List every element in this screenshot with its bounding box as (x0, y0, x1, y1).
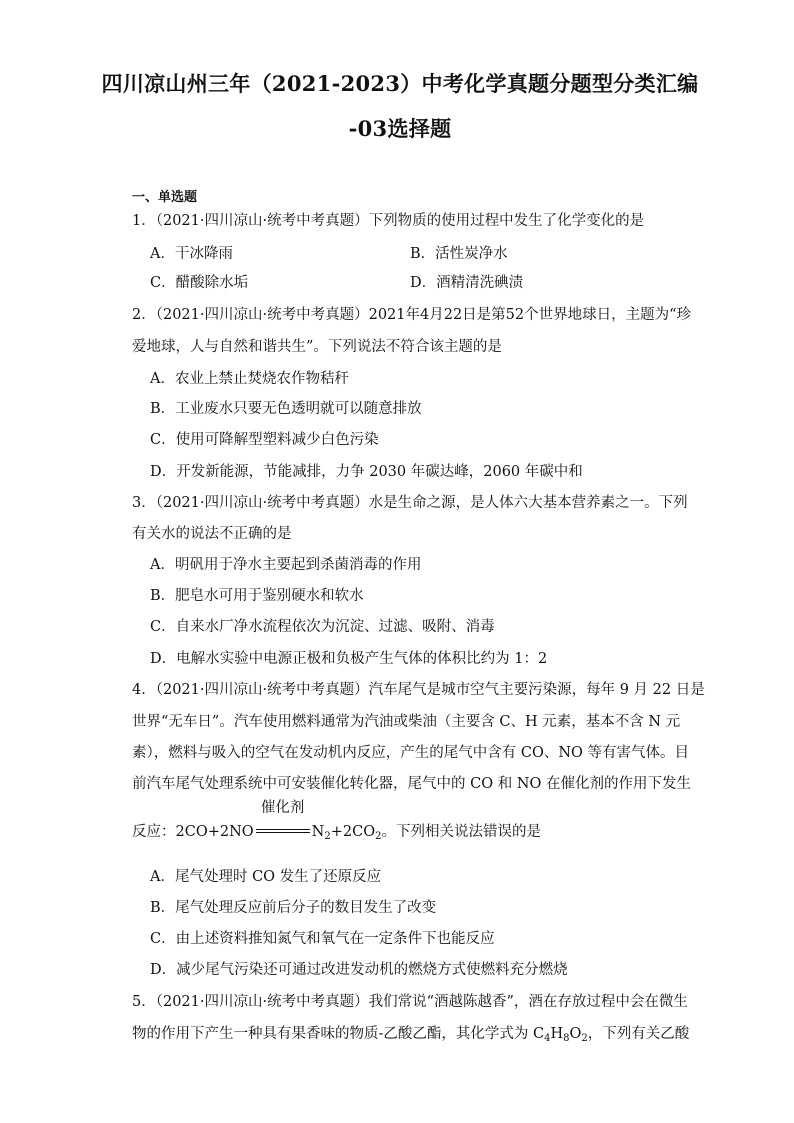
question-4-option-c: C．由上述资料推知氮气和氧气在一定条件下也能反应 (150, 931, 495, 947)
question-4-option-d: D．减少尾气污染还可通过改进发动机的燃烧方式使燃料充分燃烧 (150, 962, 568, 978)
question-2-stem-line1: 2．（2021·四川凉山·统考中考真题）2021年4月22日是第52个世界地球日，主题为“珍 (132, 307, 692, 323)
question-2-option-c: C．使用可降解型塑料减少白色污染 (150, 432, 379, 448)
equation-subscript: 2 (375, 831, 382, 842)
question-1-option-c: C．醋酸除水垢 (150, 275, 249, 291)
formula-subscript: 8 (563, 1033, 570, 1044)
equation-subscript: 2 (324, 831, 331, 842)
reaction-arrow (254, 800, 312, 842)
equation-suffix: 。下列相关说法错误的是 (381, 824, 541, 840)
question-3-stem-line2: 有关水的说法不正确的是 (132, 526, 292, 542)
formula-element: H (550, 1026, 564, 1042)
equation-product-co: +2CO (330, 824, 376, 840)
equation-reactants: 反应：2CO+2NO (132, 824, 254, 840)
question-2-option-d: D．开发新能源，节能减排，力争 2030 年碳达峰，2060 年碳中和 (150, 464, 583, 480)
question-4-stem-line3: 素），燃料与吸入的空气在发动机内反应，产生的尾气中含有 CO、NO 等有害气体。目 (132, 745, 690, 761)
question-2-option-a: A．农业上禁止焚烧农作物秸秆 (150, 371, 349, 387)
question-5-stem-line2 (132, 1024, 689, 1049)
question-1-option-b: B．活性炭净水 (410, 246, 508, 262)
question-3-stem-line1: 3．（2021·四川凉山·统考中考真题）水是生命之源，是人体六大基本营养素之一。下列 (132, 495, 688, 511)
question-5-text-suffix: ，下列有关乙酸 (587, 1026, 690, 1042)
question-4-stem-line2: 世界“无车日”。汽车使用燃料通常为汽油或柴油（主要含 C、H 元素，基本不含 N 元 (132, 714, 681, 730)
question-4-option-b: B．尾气处理反应前后分子的数目发生了改变 (150, 900, 437, 916)
formula-element: O (569, 1026, 582, 1042)
question-4-stem-line4: 前汽车尾气处理系统中可安装催化转化器，尾气中的 CO 和 NO 在催化剂的作用下发生 (132, 776, 691, 792)
question-1-option-d: D．酒精清洗碘渍 (410, 275, 524, 291)
question-3-option-c: C．自来水厂净水流程依次为沉淀、过滤、吸附、消毒 (150, 619, 495, 635)
question-1-stem: 1．（2021·四川凉山·统考中考真题）下列物质的使用过程中发生了化学变化的是 (132, 213, 645, 229)
document-title: 四川凉山州三年（2021-2023）中考化学真题分题型分类汇编 (101, 71, 699, 96)
question-4-option-a: A．尾气处理时 CO 发生了还原反应 (150, 869, 382, 885)
question-3-option-b: B．肥皂水可用于鉴别硬水和软水 (150, 588, 364, 604)
question-4-stem-line1: 4．（2021·四川凉山·统考中考真题）汽车尾气是城市空气主要污染源，每年 9 月 22 日是 (132, 682, 705, 698)
question-4-equation-line (132, 800, 541, 847)
catalyst-label: 催化剂 (260, 800, 305, 816)
formula-subscript: 2 (581, 1033, 588, 1044)
equals-sign-icon (256, 829, 310, 833)
question-2-option-b: B．工业废水只要无色透明就可以随意排放 (150, 401, 422, 417)
question-5-stem-line1: 5．（2021·四川凉山·统考中考真题）我们常说“酒越陈越香”，酒在存放过程中会在微生 (132, 994, 688, 1010)
equation-product-n: N (311, 824, 325, 840)
question-1-option-a: A．干冰降雨 (150, 246, 233, 262)
document-subtitle: -03选择题 (348, 116, 452, 141)
question-3-option-d: D．电解水实验中电源正极和负极产生气体的体积比约为 1：2 (150, 651, 548, 667)
question-5-text: 物的作用下产生一种具有果香味的物质-乙酸乙酯，其化学式为 C (132, 1026, 545, 1042)
formula-subscript: 4 (544, 1033, 551, 1044)
question-3-option-a: A．明矾用于净水主要起到杀菌消毒的作用 (150, 557, 422, 573)
section-heading: 一、单选题 (132, 190, 198, 205)
question-2-stem-line2: 爱地球，人与自然和谐共生”。下列说法不符合该主题的是 (132, 339, 502, 355)
